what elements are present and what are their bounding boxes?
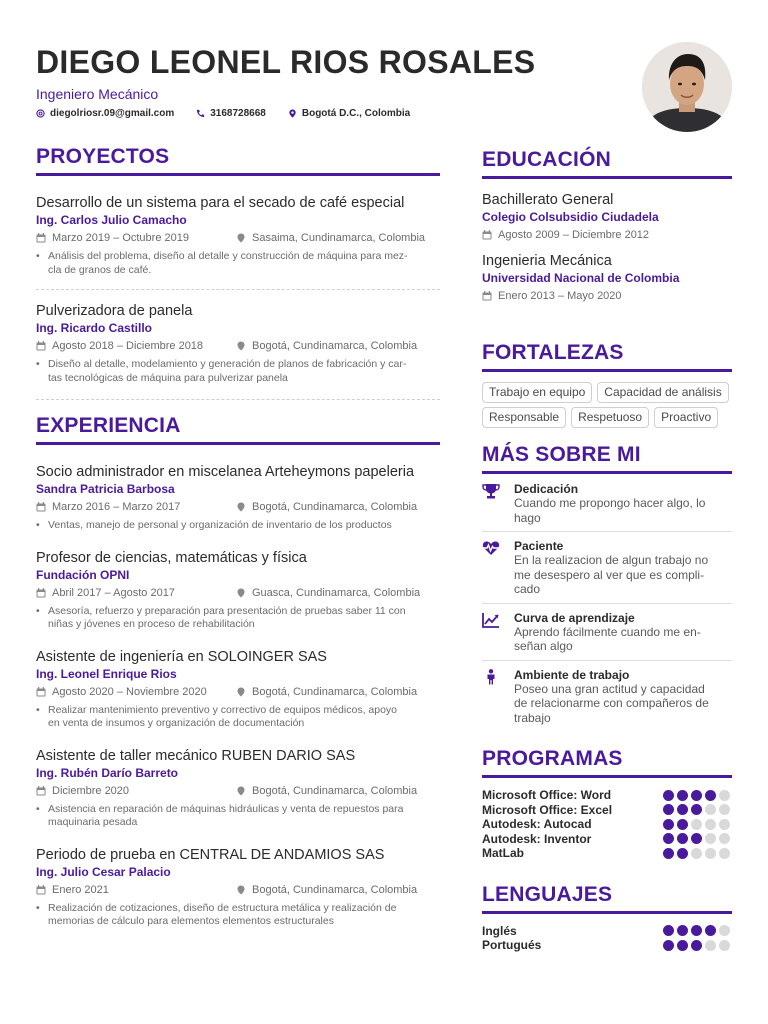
more-about-item — [482, 532, 732, 604]
experience-list — [36, 445, 440, 935]
map-marker-icon — [236, 786, 246, 796]
date-range: Diciembre 2020 — [36, 784, 236, 798]
rating-dot — [691, 804, 702, 815]
experience-entry — [36, 737, 440, 836]
map-marker-icon — [236, 687, 246, 697]
skill-name: Inglés — [482, 923, 517, 938]
skill-name: Microsoft Office: Excel — [482, 802, 613, 817]
item-body — [514, 668, 709, 726]
item-heading: Ambiente de trabajo — [514, 667, 630, 682]
experience-entry — [36, 539, 440, 638]
phone-text: 3168728668 — [210, 108, 266, 119]
job-meta — [36, 586, 440, 600]
item-body — [514, 482, 705, 525]
candidate-name: DIEGO LEONEL RIOS ROSALES — [36, 44, 536, 80]
skill-rating — [663, 833, 730, 844]
skill-rating — [663, 819, 730, 830]
date-range: Agosto 2009 – Diciembre 2012 — [482, 228, 682, 242]
location: Bogotá, Cundinamarca, Colombia — [236, 685, 417, 699]
experience-entry — [36, 453, 440, 539]
skill-name: Autodesk: Autocad — [482, 817, 592, 832]
job-title: Periodo de prueba en CENTRAL DE ANDAMIOS SAS — [36, 846, 385, 863]
employer: Ing. Rubén Darío Barreto — [36, 765, 179, 780]
location: Bogotá, Cundinamarca, Colombia — [236, 500, 417, 514]
item-heading: Dedicación — [514, 482, 579, 496]
map-marker-icon — [236, 233, 246, 243]
skill-rating — [663, 925, 730, 936]
bullet-list — [36, 358, 440, 385]
rating-dot — [677, 819, 688, 830]
job-title: Asistente de taller mecánico RUBEN DARIO SAS — [36, 747, 356, 764]
rating-dot — [719, 833, 730, 844]
contact-phone[interactable] — [196, 108, 266, 119]
rating-dot — [677, 848, 688, 859]
at-icon — [36, 109, 45, 118]
rating-dot — [719, 790, 730, 801]
project-supervisor: Ing. Ricardo Castillo — [36, 321, 153, 335]
project-meta — [36, 339, 440, 353]
rating-dot — [691, 848, 702, 859]
bullet-item: • Análisis del problema, diseño al detalle y construcción de máquina para mez- cla de granos de café. — [36, 250, 440, 277]
bullet-list — [36, 902, 440, 929]
rating-dot — [663, 833, 674, 844]
location: Bogotá, Cundinamarca, Colombia — [236, 784, 417, 798]
calendar-icon — [36, 233, 46, 243]
bullet-item: • Diseño al detalle, modelamiento y generación de planos de fabricación y car- tas tecnológicas de máquina para pulverizar panela — [36, 358, 440, 385]
rating-dot — [663, 848, 674, 859]
item-body — [514, 539, 708, 597]
rating-dot — [705, 848, 716, 859]
rating-dot — [663, 925, 674, 936]
bullet-item: • Realizar mantenimiento preventivo y correctivo de equipos médicos, apoyo en venta de insumos y organización de documentación — [36, 704, 440, 731]
item-text: En la realizacion de algun trabajo no me desespero al ver que es compli- cado — [514, 553, 709, 596]
item-text: Aprendo fácilmente cuando me en- señan algo — [514, 624, 701, 653]
item-text: Poseo una gran actitud y capacidad de relacionarme con compañeros de trabajo — [514, 681, 709, 725]
candidate-role: Ingeniero Mecánico — [36, 86, 159, 102]
date-range: Agosto 2020 – Noviembre 2020 — [36, 685, 236, 699]
contact-bar — [36, 108, 636, 119]
strength-tag: Capacidad de análisis — [597, 382, 728, 403]
bullet-item: • Asistencia en reparación de máquinas hidráulicas y venta de repuestos para maquinaria pesada — [36, 803, 440, 830]
date-range: Agosto 2018 – Diciembre 2018 — [36, 339, 236, 353]
bullet-item: • Asesoría, refuerzo y preparación para presentación de pruebas saber 11 con niñas y jóvenes en proceso de rehabilitación — [36, 605, 440, 632]
education-entry — [482, 242, 732, 303]
skill-name: Portugués — [482, 938, 542, 953]
rating-dot — [677, 833, 688, 844]
strength-tag: Proactivo — [654, 407, 718, 428]
date-range: Enero 2021 — [36, 883, 236, 897]
job-meta — [36, 500, 440, 514]
rating-dot — [705, 925, 716, 936]
rating-dot — [663, 790, 674, 801]
item-body — [514, 611, 701, 654]
programs-list — [482, 788, 732, 861]
skill-row — [482, 846, 732, 861]
strengths-tags — [482, 382, 732, 428]
strength-tag: Responsable — [482, 407, 566, 428]
person-icon — [482, 669, 500, 685]
calendar-icon — [36, 341, 46, 351]
profile-photo — [642, 42, 732, 132]
phone-icon — [196, 109, 205, 118]
education-heading: EDUCACIÓN — [482, 148, 732, 179]
bullet-item: • Ventas, manejo de personal y organización de inventario de los productos — [36, 519, 440, 533]
more-about-heading: MÁS SOBRE MI — [482, 443, 732, 474]
project-title: Desarrollo de un sistema para el secado de café especial — [36, 195, 405, 211]
project-title: Pulverizadora de panela — [36, 303, 193, 319]
rating-dot — [677, 790, 688, 801]
rating-dot — [663, 819, 674, 830]
map-marker-icon — [236, 341, 246, 351]
project-meta — [36, 231, 440, 245]
skill-name: Microsoft Office: Word — [482, 788, 612, 803]
education-list — [482, 179, 732, 303]
item-icon — [482, 668, 514, 726]
heartbeat-icon — [482, 540, 500, 556]
skill-rating — [663, 848, 730, 859]
languages-list — [482, 924, 732, 953]
skill-row — [482, 817, 732, 832]
item-heading: Curva de aprendizaje — [514, 610, 635, 625]
right-column — [482, 148, 732, 953]
education-meta — [482, 289, 732, 303]
contact-location — [288, 108, 410, 119]
location-text: Bogotá D.C., Colombia — [301, 108, 411, 119]
trophy-icon — [482, 483, 500, 499]
item-heading: Paciente — [514, 539, 564, 553]
portrait-image — [642, 42, 732, 132]
more-about-item — [482, 475, 732, 532]
employer: Sandra Patricia Barbosa — [36, 482, 175, 496]
rating-dot — [691, 833, 702, 844]
institution: Colegio Colsubsidio Ciudadela — [482, 210, 659, 224]
education-entry — [482, 181, 732, 242]
bullet-list — [36, 704, 440, 731]
rating-dot — [705, 804, 716, 815]
rating-dot — [691, 925, 702, 936]
rating-dot — [705, 790, 716, 801]
education-meta — [482, 228, 732, 242]
rating-dot — [691, 790, 702, 801]
skill-name: MatLab — [482, 846, 524, 861]
rating-dot — [719, 925, 730, 936]
rating-dot — [677, 940, 688, 951]
bullet-item: • Realización de cotizaciones, diseño de estructura metálica y realización de memorias de cálculo para elementos elementos estructurales — [36, 902, 440, 929]
rating-dot — [663, 804, 674, 815]
date-range: Marzo 2019 – Octubre 2019 — [36, 231, 236, 245]
map-marker-icon — [236, 502, 246, 512]
skill-row — [482, 788, 732, 803]
map-marker-icon — [236, 885, 246, 895]
project-entry — [36, 176, 440, 290]
bullet-list — [36, 605, 440, 632]
job-meta — [36, 784, 440, 798]
rating-dot — [677, 925, 688, 936]
more-about-item — [482, 661, 732, 732]
strength-tag: Respetuoso — [571, 407, 649, 428]
item-icon — [482, 539, 514, 597]
rating-dot — [691, 819, 702, 830]
location: Guasca, Cundinamarca, Colombia — [236, 586, 420, 600]
calendar-icon — [36, 786, 46, 796]
date-range: Marzo 2016 – Marzo 2017 — [36, 500, 236, 514]
languages-heading: LENGUAJES — [482, 883, 732, 914]
employer: Fundación OPNI — [36, 567, 130, 582]
date-range: Abril 2017 – Agosto 2017 — [36, 586, 236, 600]
rating-dot — [677, 804, 688, 815]
employer: Ing. Leonel Enrique Rios — [36, 666, 177, 681]
map-marker-icon — [236, 588, 246, 598]
resume-header — [36, 42, 636, 119]
job-title: Socio administrador en miscelanea Arteheymons papeleria — [36, 464, 415, 480]
rating-dot — [705, 940, 716, 951]
rating-dot — [663, 940, 674, 951]
institution: Universidad Nacional de Colombia — [482, 271, 680, 285]
rating-dot — [719, 848, 730, 859]
project-entry — [36, 290, 440, 400]
skill-row — [482, 938, 732, 953]
more-about-list — [482, 474, 732, 731]
contact-email[interactable] — [36, 108, 174, 119]
location: Bogotá, Cundinamarca, Colombia — [236, 883, 417, 897]
project-supervisor: Ing. Carlos Julio Camacho — [36, 213, 187, 227]
calendar-icon — [482, 230, 492, 240]
bullet-list — [36, 519, 440, 533]
item-icon — [482, 611, 514, 654]
rating-dot — [719, 940, 730, 951]
more-about-item — [482, 604, 732, 661]
calendar-icon — [36, 687, 46, 697]
rating-dot — [691, 940, 702, 951]
item-text: Cuando me propongo hacer algo, lo hago — [514, 496, 706, 525]
rating-dot — [719, 804, 730, 815]
degree-title: Bachillerato General — [482, 192, 614, 208]
chart-line-icon — [482, 612, 500, 628]
map-marker-icon — [288, 109, 297, 118]
skill-row — [482, 832, 732, 847]
skill-row — [482, 803, 732, 818]
strength-tag: Trabajo en equipo — [482, 382, 592, 403]
experience-heading: EXPERIENCIA — [36, 414, 440, 445]
bullet-list — [36, 803, 440, 830]
projects-heading: PROYECTOS — [36, 145, 440, 176]
left-column — [36, 145, 440, 935]
rating-dot — [719, 819, 730, 830]
skill-name: Autodesk: Inventor — [482, 831, 592, 846]
experience-entry — [36, 836, 440, 935]
skill-rating — [663, 940, 730, 951]
calendar-icon — [482, 291, 492, 301]
job-title: Profesor de ciencias, matemáticas y física — [36, 549, 307, 566]
location: Sasaima, Cundinamarca, Colombia — [236, 231, 425, 245]
rating-dot — [705, 833, 716, 844]
location: Bogotá, Cundinamarca, Colombia — [236, 339, 417, 353]
calendar-icon — [36, 885, 46, 895]
job-title: Asistente de ingeniería en SOLOINGER SAS — [36, 648, 327, 665]
calendar-icon — [36, 588, 46, 598]
programs-heading: PROGRAMAS — [482, 747, 732, 778]
experience-entry — [36, 638, 440, 737]
skill-row — [482, 924, 732, 939]
calendar-icon — [36, 502, 46, 512]
job-meta — [36, 883, 440, 897]
skill-rating — [663, 804, 730, 815]
job-meta — [36, 685, 440, 699]
rating-dot — [705, 819, 716, 830]
item-icon — [482, 482, 514, 525]
employer: Ing. Julio Cesar Palacio — [36, 864, 171, 879]
email-text: diegolriosr.09@gmail.com — [50, 108, 175, 119]
skill-rating — [663, 790, 730, 801]
bullet-list — [36, 250, 440, 277]
date-range: Enero 2013 – Mayo 2020 — [482, 289, 682, 303]
degree-title: Ingenieria Mecánica — [482, 253, 612, 269]
strengths-heading: FORTALEZAS — [482, 341, 732, 372]
